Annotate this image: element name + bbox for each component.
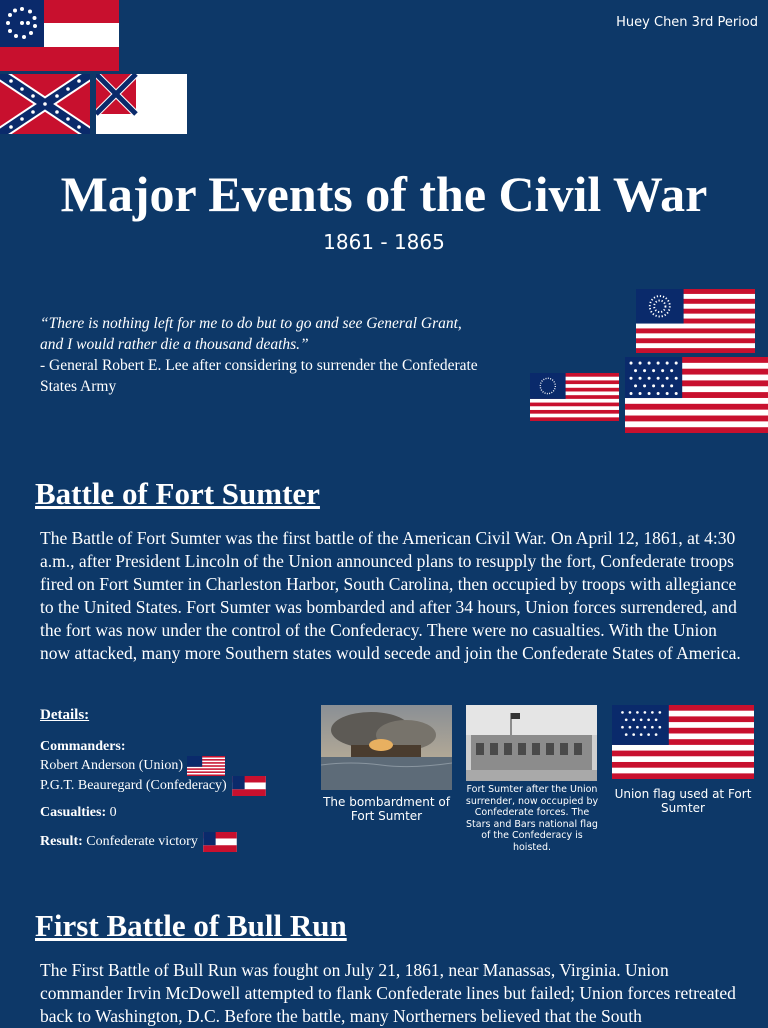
result-value: Confederate victory bbox=[86, 834, 198, 850]
stars-and-bars-flag bbox=[0, 0, 119, 71]
stainless-banner-flag bbox=[96, 74, 187, 134]
page-subtitle-years: 1861 - 1865 bbox=[323, 230, 445, 254]
fort-sumter-photo bbox=[466, 705, 597, 781]
page-title: Major Events of the Civil War bbox=[60, 166, 708, 222]
caption-fort-after-surrender: Fort Sumter after the Union surrender, now occupied by Confederate forces. The Stars and Bars national flag of the Confederacy is hoisted. bbox=[465, 784, 599, 853]
result-label: Result: bbox=[40, 834, 83, 850]
section-heading-fort-sumter: Battle of Fort Sumter bbox=[35, 476, 320, 511]
casualties-value: 0 bbox=[109, 805, 117, 820]
details-panel bbox=[40, 706, 310, 852]
confederate-flag-mini-icon bbox=[201, 832, 239, 852]
author-label: Huey Chen 3rd Period bbox=[616, 15, 758, 30]
us-flag-large bbox=[625, 357, 768, 433]
section-paragraph-bull-run: The First Battle of Bull Run was fought on July 21, 1861, near Manassas, Virginia. Union commander Irvin McDowell attempted to flank Confederate lines but failed; Union forces retreated back to Washington, D.C. Before the battle, many Northerners believed that the South bbox=[40, 960, 736, 1026]
quote-block bbox=[40, 313, 480, 397]
us-flag-mini-icon bbox=[187, 756, 225, 776]
bombardment-painting bbox=[321, 705, 452, 790]
union-flag-fort-sumter bbox=[612, 705, 754, 779]
casualties-label: Casualties: bbox=[40, 805, 107, 820]
details-heading: Details: bbox=[40, 707, 90, 723]
commander-union: Robert Anderson (Union) bbox=[40, 758, 184, 774]
section-heading-bull-run: First Battle of Bull Run bbox=[35, 908, 347, 943]
us-flag-small bbox=[530, 373, 619, 421]
quote-text: “There is nothing left for me to do but to go and see General Grant, and I would rather die a thousand deaths.” bbox=[40, 315, 462, 353]
confederate-battle-flag bbox=[0, 74, 90, 134]
caption-union-flag: Union flag used at Fort Sumter bbox=[614, 787, 752, 815]
confederate-flag-mini-icon bbox=[230, 776, 268, 796]
us-flag-circle-stars bbox=[636, 289, 755, 353]
section-paragraph-fort-sumter: The Battle of Fort Sumter was the first battle of the American Civil War. On April 12, 1861, at 4:30 a.m., after President Lincoln of the Union announced plans to resupply the fort, Confederate troops fired on Fort Sumter in Charleston Harbor, South Carolina, then occupied by troops with allegiance to the United States. Fort Sumter was bombarded and after 34 hours, Union forces surrendered, and the fort was now under the control of the Confederacy. There were no casualties. With the Union now attacked, many more Southern states would secede and join the Confederate States of America. bbox=[40, 528, 741, 663]
commanders-label: Commanders: bbox=[40, 739, 126, 754]
commander-confederacy: P.G.T. Beauregard (Confederacy) bbox=[40, 778, 227, 794]
quote-attribution: - General Robert E. Lee after considering to surrender the Confederate States Army bbox=[40, 357, 478, 395]
caption-bombardment: The bombardment of Fort Sumter bbox=[323, 795, 450, 823]
